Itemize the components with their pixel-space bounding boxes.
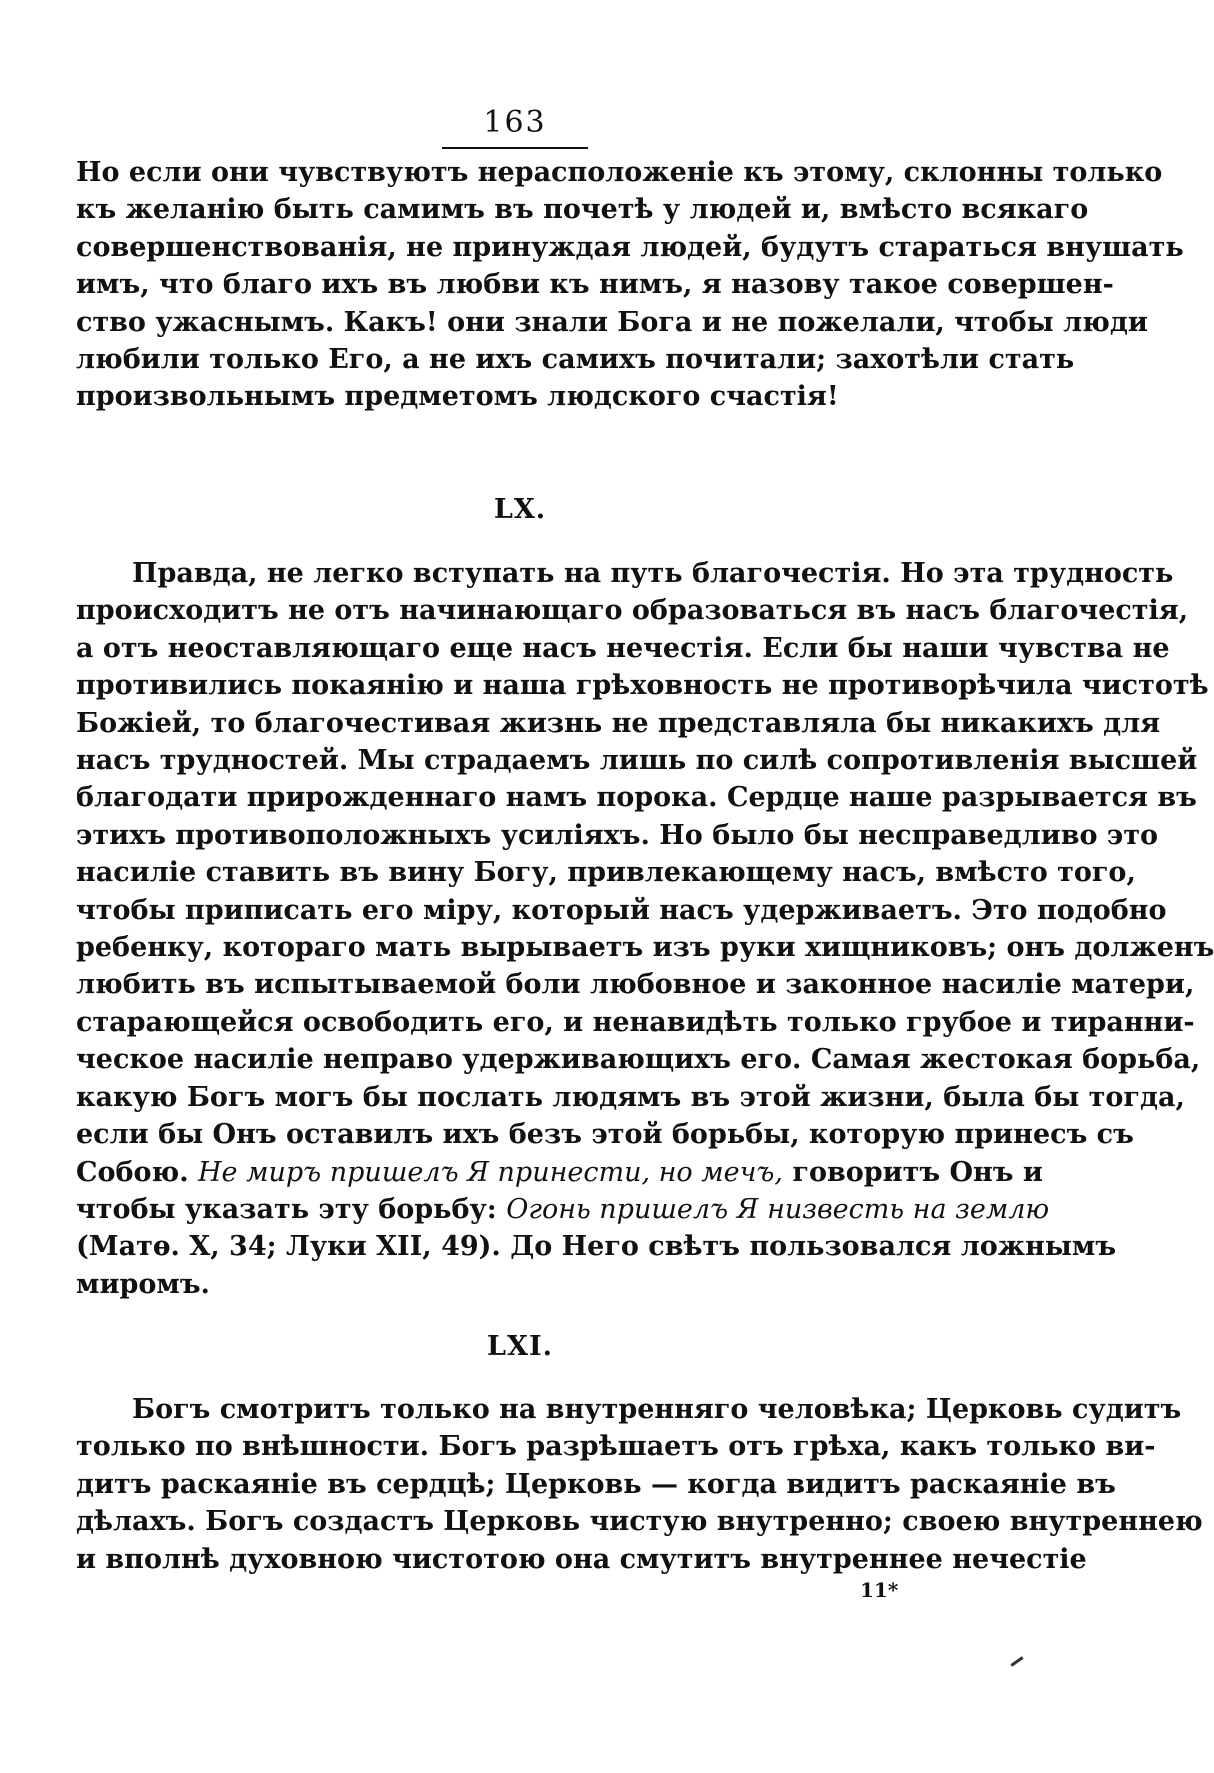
text-line: имъ, что благо ихъ въ любви къ нимъ, я назову такое совершен-: [76, 269, 1114, 301]
text-line: происходитъ не отъ начинающаго образоваться въ насъ благочестія,: [76, 595, 1189, 627]
text-line: этихъ противоположныхъ усиліяхъ. Но было бы несправедливо это: [76, 819, 1159, 851]
text-line: дѣлахъ. Богъ создастъ Церковь чистую внутренно; своею внутреннею: [76, 1506, 1203, 1538]
text-segment: говоритъ Онъ и: [792, 1156, 1043, 1188]
text-line: любили только Его, а не ихъ самихъ почитали; захотѣли стать: [76, 344, 1075, 376]
paragraph-1: [76, 154, 1184, 416]
text-line: старающейся освободить его, и ненавидѣть только грубое и тиранни-: [76, 1006, 1195, 1038]
text-line: Богъ смотритъ только на внутренняго человѣка; Церковь судитъ: [132, 1394, 1182, 1425]
text-line: насиліе ставить въ вину Богу, привлекающему насъ, вмѣсто того,: [76, 857, 1136, 889]
section-heading-lxi: LXI.: [487, 1331, 553, 1362]
text-segment: чтобы указать эту борьбу:: [76, 1193, 497, 1225]
page-number: 163: [483, 105, 547, 140]
text-line: дитъ раскаяніе въ сердцѣ; Церковь — когда видитъ раскаяніе въ: [76, 1468, 1116, 1500]
text-line: ческое насиліе неправо удерживающихъ его. Самая жестокая борьба,: [76, 1044, 1201, 1076]
printer-signature: 11*: [860, 1578, 899, 1602]
text-line: противились покаянію и наша грѣховность не противорѣчила чистотѣ: [76, 670, 1209, 702]
text-line: любить въ испытываемой боли любовное и законное насиліе матери,: [76, 969, 1195, 1001]
paragraph-3: [76, 1391, 1203, 1578]
text-line: совершенствованія, не принуждая людей, будутъ стараться внушать: [76, 231, 1184, 263]
text-line: если бы Онъ оставилъ ихъ безъ этой борьбы, которую принесъ съ: [76, 1119, 1134, 1151]
text-line: Божіей, то благочестивая жизнь не представляла бы никакихъ для: [76, 707, 1161, 739]
paragraph-2: [76, 555, 1214, 1303]
text-line: ство ужаснымъ. Какъ! они знали Бога и не пожелали, чтобы люди: [76, 306, 1148, 338]
text-line: какую Богъ могъ бы послать людямъ въ этой жизни, была бы тогда,: [76, 1081, 1185, 1113]
text-line: Но если они чувствуютъ нерасположеніе къ этому, склонны только: [76, 157, 1163, 188]
text-line: (Матѳ. X, 34; Луки XII, 49). До Него свѣтъ пользовался ложнымъ: [76, 1231, 1117, 1263]
text-line: къ желанію быть самимъ въ почетѣ у людей и, вмѣсто всякаго: [76, 194, 1089, 226]
text-line: миромъ.: [76, 1268, 210, 1300]
text-line: произвольнымъ предметомъ людского счастія!: [76, 381, 839, 413]
scan-speck: [1010, 1656, 1023, 1666]
page-number-rule: [442, 147, 588, 149]
section-heading-lx: LX.: [493, 494, 547, 525]
text-line: ребенку, котораго мать вырываетъ изъ руки хищниковъ; онъ долженъ: [76, 932, 1214, 964]
text-line-with-quote: [76, 1191, 1050, 1228]
text-line: чтобы приписать его міру, который насъ удерживаетъ. Это подобно: [76, 894, 1167, 926]
text-line-with-quote: [76, 1154, 1043, 1191]
text-line: и вполнѣ духовною чистотою она смутитъ внутреннее нечестіе: [76, 1543, 1087, 1575]
scripture-quote: Огонь пришелъ Я низвесть на землю: [506, 1193, 1050, 1225]
text-segment: Собою.: [76, 1156, 189, 1188]
text-line: благодати прирожденнаго намъ порока. Сердце наше разрывается въ: [76, 782, 1197, 814]
scripture-quote: Не миръ пришелъ Я принести, но мечъ,: [198, 1156, 783, 1188]
text-line: а отъ неоставляющаго еще насъ нечестія. Если бы наши чувства не: [76, 632, 1170, 664]
text-line: насъ трудностей. Мы страдаемъ лишь по силѣ сопротивленія высшей: [76, 745, 1198, 777]
text-line: Правда, не легко вступать на путь благочестія. Но эта трудность: [132, 558, 1174, 589]
text-line: только по внѣшности. Богъ разрѣшаетъ отъ грѣха, какъ только ви-: [76, 1431, 1156, 1463]
